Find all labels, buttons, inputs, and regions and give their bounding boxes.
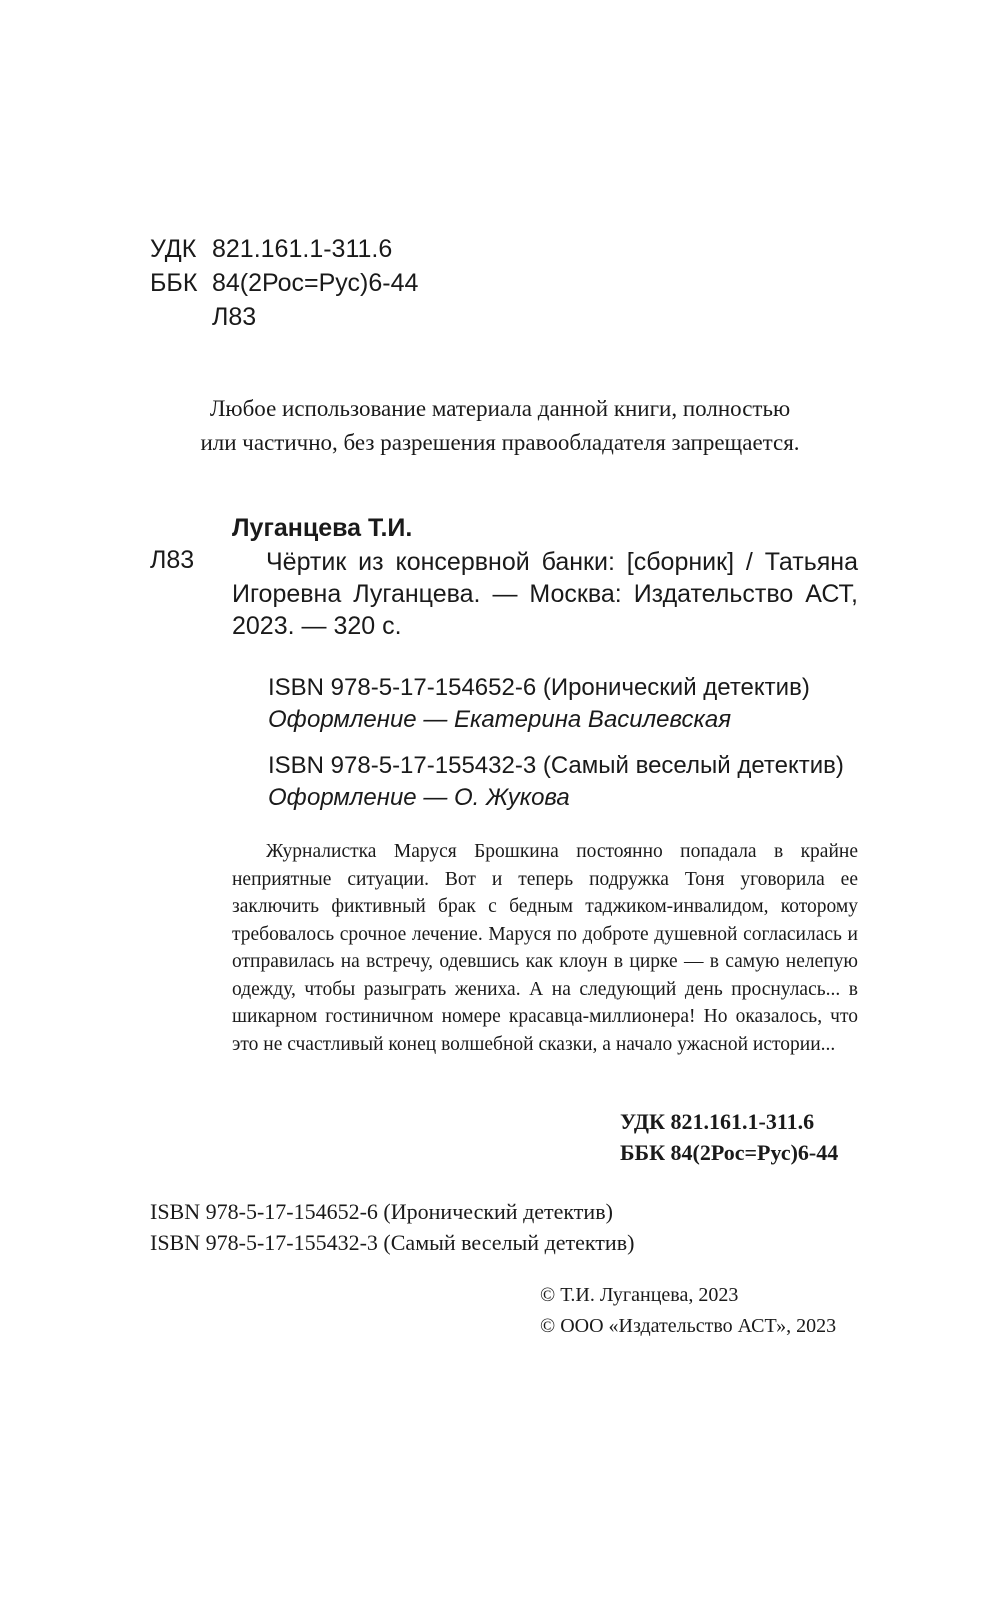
isbn-list xyxy=(150,1196,634,1258)
isbn-list-item: ISBN 978-5-17-155432-3 (Самый веселый детектив) xyxy=(150,1230,635,1255)
udk-label: УДК xyxy=(150,235,197,263)
udk-line xyxy=(150,232,392,266)
copyright-block xyxy=(540,1280,836,1342)
edition-1-isbn: ISBN 978-5-17-154652-6 (Иронический детектив) xyxy=(268,674,810,701)
isbn-list-item: ISBN 978-5-17-154652-6 (Иронический детектив) xyxy=(150,1199,613,1224)
bbk-line xyxy=(150,266,418,300)
usage-notice-line-1: Любое использование материала данной книги, полностью xyxy=(209,396,791,421)
bbk-value: 84(2Рос=Рус)6-44 xyxy=(212,269,419,297)
card-author: Луганцева Т.И. xyxy=(232,514,413,542)
copyright-author: © Т.И. Луганцева, 2023 xyxy=(540,1284,739,1306)
bibliographic-text: Чёртик из консервной банки: [сборник] / Татьяна Игоревна Луганцева. — Москва: Издательство АСТ, 2023. — 320 с. xyxy=(232,548,858,640)
bbk-repeat: ББК 84(2Рос=Рус)6-44 xyxy=(620,1140,839,1165)
codes-repeat xyxy=(620,1106,838,1168)
author-mark-top: Л83 xyxy=(212,303,257,331)
edition-2 xyxy=(268,750,844,814)
annotation-text: Журналистка Маруся Брошкина постоянно попадала в крайне неприятные ситуации. Вот и теперь подружка Тоня уговорила ее заключить фиктивный брак с бедным таджиком-инвалидом, которому требовалось срочное лечение. Маруся по доброте душевной согласилась и отправилась на встречу, одевшись как клоун в цирке — в самую нелепую одежду, чтобы разыграть жениха. А на следующий день проснулась... в шикарном гостиничном номере красавца-миллионера! Но оказалось, что это не счастливый конец волшебной сказки, а начало ужасной истории... xyxy=(232,841,858,1055)
usage-notice-line-2: или частично, без разрешения правообладателя запрещается. xyxy=(200,430,800,455)
edition-1-design: Оформление — Екатерина Василевская xyxy=(268,706,732,733)
edition-2-design: Оформление — О. Жукова xyxy=(268,784,570,811)
udk-repeat: УДК 821.161.1-311.6 xyxy=(620,1109,815,1134)
edition-2-isbn: ISBN 978-5-17-155432-3 (Самый веселый детектив) xyxy=(268,752,844,779)
edition-1 xyxy=(268,672,810,736)
card-author-mark: Л83 xyxy=(150,546,195,574)
bbk-label: ББК xyxy=(150,269,198,297)
udk-value: 821.161.1-311.6 xyxy=(212,235,393,263)
bibliographic-description xyxy=(232,546,858,642)
copyright-publisher: © ООО «Издательство АСТ», 2023 xyxy=(540,1315,837,1337)
usage-notice xyxy=(150,392,850,460)
